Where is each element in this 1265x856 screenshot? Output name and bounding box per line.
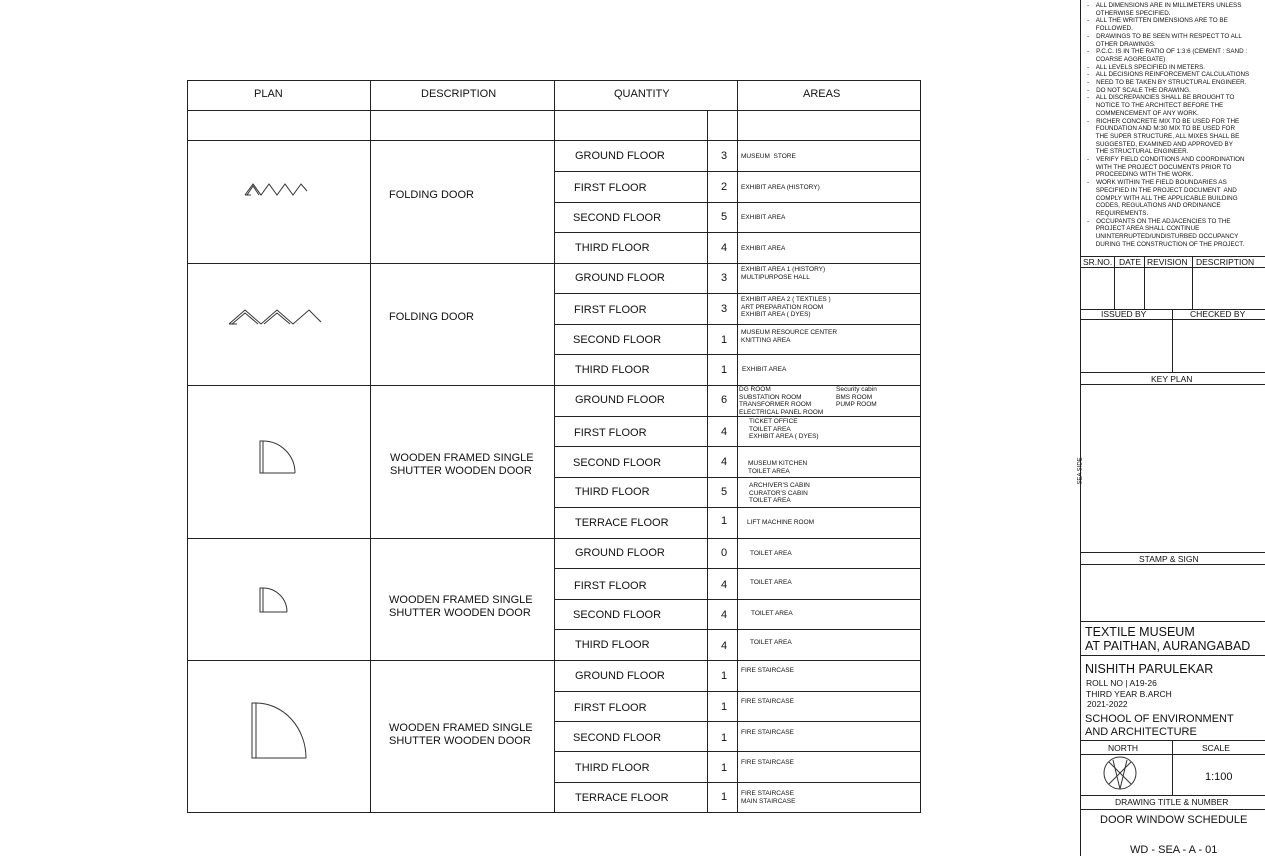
quantity-value: 2	[721, 181, 728, 193]
areas-value: TOILET AREA	[750, 579, 792, 586]
quantity-value: 5	[721, 486, 728, 498]
areas-value: EXHIBIT AREA	[742, 366, 787, 373]
quantity-value: 6	[721, 394, 728, 406]
folding-door-symbol-small	[245, 184, 307, 195]
floor-label: FIRST FLOOR	[574, 427, 647, 439]
quantity-value: 4	[721, 609, 728, 621]
areas-value-secondary: Security cabin BMS ROOM PUMP ROOM	[836, 386, 877, 408]
academic-year: THIRD YEAR B.ARCH	[1086, 689, 1172, 699]
student-name: NISHITH PARULEKAR	[1085, 662, 1214, 676]
school-line-2: AND ARCHITECTURE	[1085, 726, 1197, 738]
floor-label: SECOND FLOOR	[573, 609, 662, 621]
group-5-description: WOODEN FRAMED SINGLE SHUTTER WOODEN DOOR	[389, 722, 533, 747]
areas-value: DG ROOM SUBSTATION ROOM TRANSFORMER ROOM ELECTRICAL PANEL ROOM	[739, 386, 824, 416]
areas-value: EXHIBIT AREA (HISTORY)	[741, 184, 820, 191]
areas-value: EXHIBIT AREA 1 (HISTORY) MULTIPURPOSE HALL	[741, 266, 826, 281]
areas-value: TOILET AREA	[751, 610, 793, 617]
quantity-value: 1	[721, 364, 728, 376]
areas-value: EXHIBIT AREA 2 ( TEXTILES ) ART PREPARATION ROOM EXHIBIT AREA ( DYES)	[741, 296, 831, 318]
quantity-value: 1	[721, 701, 728, 713]
roll-number: ROLL NO | A19-26	[1086, 678, 1157, 688]
floor-label: TERRACE FLOOR	[575, 517, 669, 529]
quantity-value: 1	[721, 762, 728, 774]
quantity-value: 1	[721, 334, 728, 346]
header-areas: AREAS	[803, 88, 841, 100]
floor-label: SECOND FLOOR	[573, 732, 662, 744]
drawing-number: WD - SEA - A - 01	[1130, 844, 1218, 856]
areas-value: TICKET OFFICE TOILET AREA EXHIBIT AREA ( DYES)	[749, 418, 819, 440]
project-title-line-1: TEXTILE MUSEUM	[1085, 625, 1195, 639]
areas-value: MUSEUM KITCHEN TOILET AREA	[748, 460, 808, 475]
general-notes: - ALL DIMENSIONS ARE IN MILLIMETERS UNLESS OTHERWISE SPECIFIED. - ALL THE WRITTEN DIMENSIONS ARE TO BE FOLLOWED. - DRAWINGS TO BE SEEN WITH RESPECT TO ALL OTHER DRAWINGS. - P.C.C. IS IN THE RATIO OF 1:3:6 (CEMENT : SAND : COARSE AGGREGATE) - ALL LEVELS SPECIFIED IN METERS. - ALL DECISIONS REINFORCEMENT CALCULATIONS - NEED TO BE TAKEN BY STRUCTURAL ENGINEER. - DO NOT SCALE THE DRAWING. - ALL DISCREPANCIES SHALL BE BROUGHT TO NOTICE TO THE ARCHITECT BEFORE THE COMMENCEMENT OF ANY WORK. - RICHER CONCRETE MIX TO BE USED FOR THE FOUNDATION AND M:30 MIX TO BE USED FOR THE SUPER STRUCTURE, ALL MIXES SHALL BE SUGGESTED, EXAMINED AND APPROVED BY THE STRUCTURAL ENGINEER. - VERIFY FIELD CONDITIONS AND COORDINATION WITH THE PROJECT DOCUMENTS PRIOR TO PROCEEDING WITH THE WORK. - WORK WITHIN THE FIELD BOUNDARIES AS SPECIFIED IN THE PROJECT DOCUMENT AND COMPLY WITH ALL THE APPLICABLE BUILDING CODES, REGULATIONS AND ORDINANCE REQUIREMENTS. - OCCUPANTS ON THE ADJACENCIES TO THE PROJECT AREA SHALL CONTINUE UNINTERRUPTED/UNDISTURBED OCCUPANCY DURING THE CONSTRUCTION OF THE PROJECT.	[1087, 2, 1250, 248]
quantity-value: 4	[721, 242, 728, 254]
single-door-symbol-large	[252, 703, 306, 758]
checked-by-label: CHECKED BY	[1190, 309, 1246, 319]
quantity-value: 1	[721, 791, 728, 803]
floor-label: FIRST FLOOR	[574, 304, 647, 316]
group-3-description: WOODEN FRAMED SINGLE SHUTTER WOODEN DOOR	[390, 452, 534, 477]
quantity-value: 5	[721, 211, 728, 223]
quantity-value: 4	[721, 579, 728, 591]
group-1-description: FOLDING DOOR	[389, 189, 474, 201]
quantity-value: 4	[721, 640, 728, 652]
floor-label: FIRST FLOOR	[574, 182, 647, 194]
floor-label: THIRD FLOOR	[575, 639, 650, 651]
floor-label: FIRST FLOOR	[574, 702, 647, 714]
group-4-description: WOODEN FRAMED SINGLE SHUTTER WOODEN DOOR	[389, 594, 533, 619]
sea-side-label: SEA SIDE	[1077, 457, 1084, 485]
floor-label: SECOND FLOOR	[573, 334, 662, 346]
scale-value: 1:100	[1205, 771, 1233, 783]
quantity-value: 3	[721, 150, 728, 162]
revision-header-description: DESCRIPTION	[1196, 257, 1255, 267]
header-plan: PLAN	[254, 88, 283, 100]
single-door-symbol-medium	[260, 441, 295, 473]
key-plan-label: KEY PLAN	[1151, 374, 1193, 384]
areas-value: EXHIBIT AREA	[741, 214, 786, 221]
revision-header-revision: REVISION	[1147, 257, 1188, 267]
drawing-title: DOOR WINDOW SCHEDULE	[1100, 814, 1248, 826]
areas-value: FIRE STAIRCASE	[741, 729, 794, 736]
quantity-value: 4	[721, 456, 728, 468]
floor-label: THIRD FLOOR	[575, 762, 650, 774]
quantity-value: 1	[721, 732, 728, 744]
floor-label: FIRST FLOOR	[574, 580, 647, 592]
floor-label: GROUND FLOOR	[575, 272, 665, 284]
floor-label: SECOND FLOOR	[573, 212, 662, 224]
areas-value: FIRE STAIRCASE	[741, 759, 794, 766]
drawing-title-label: DRAWING TITLE & NUMBER	[1115, 797, 1229, 807]
project-title-line-2: AT PAITHAN, AURANGABAD	[1085, 639, 1251, 653]
quantity-value: 0	[721, 547, 728, 559]
areas-value: EXHIBIT AREA	[741, 245, 786, 252]
areas-value: FIRE STAIRCASE	[741, 698, 794, 705]
floor-label: GROUND FLOOR	[575, 670, 665, 682]
school-line-1: SCHOOL OF ENVIRONMENT	[1085, 713, 1234, 725]
areas-value: MUSEUM STORE	[741, 153, 796, 160]
areas-value: FIRE STAIRCASE	[741, 667, 794, 674]
floor-label: TERRACE FLOOR	[575, 792, 669, 804]
stamp-sign-label: STAMP & SIGN	[1139, 554, 1199, 564]
revision-header-srno: SR.NO.	[1083, 257, 1113, 267]
header-description: DESCRIPTION	[421, 88, 497, 100]
scale-label: SCALE	[1202, 743, 1230, 753]
session: 2021-2022	[1087, 699, 1128, 709]
floor-label: GROUND FLOOR	[575, 394, 665, 406]
quantity-value: 3	[721, 272, 728, 284]
north-arrow-icon	[1104, 757, 1136, 789]
areas-value: FIRE STAIRCASE MAIN STAIRCASE	[741, 790, 796, 805]
floor-label: GROUND FLOOR	[575, 547, 665, 559]
areas-value: LIFT MACHINE ROOM	[747, 519, 815, 526]
quantity-value: 1	[721, 515, 728, 527]
floor-label: SECOND FLOOR	[573, 457, 662, 469]
group-2-description: FOLDING DOOR	[389, 311, 474, 323]
areas-value: TOILET AREA	[750, 550, 792, 557]
quantity-value: 1	[721, 670, 728, 682]
folding-door-symbol-large	[229, 310, 321, 324]
issued-by-label: ISSUED BY	[1101, 309, 1147, 319]
single-door-symbol-small	[260, 588, 287, 612]
areas-value: MUSEUM RESOURCE CENTER KNITTING AREA	[741, 329, 838, 344]
floor-label: THIRD FLOOR	[575, 486, 650, 498]
areas-value: ARCHIVER'S CABIN CURATOR'S CABIN TOILET AREA	[749, 482, 810, 504]
quantity-value: 4	[721, 426, 728, 438]
revision-header-date: DATE	[1119, 257, 1142, 267]
floor-label: THIRD FLOOR	[575, 364, 650, 376]
north-label: NORTH	[1108, 743, 1139, 753]
door-schedule-table	[187, 80, 921, 813]
header-quantity: QUANTITY	[614, 88, 670, 100]
areas-value: TOILET AREA	[750, 639, 792, 646]
floor-label: THIRD FLOOR	[575, 242, 650, 254]
quantity-value: 3	[721, 303, 728, 315]
floor-label: GROUND FLOOR	[575, 150, 665, 162]
